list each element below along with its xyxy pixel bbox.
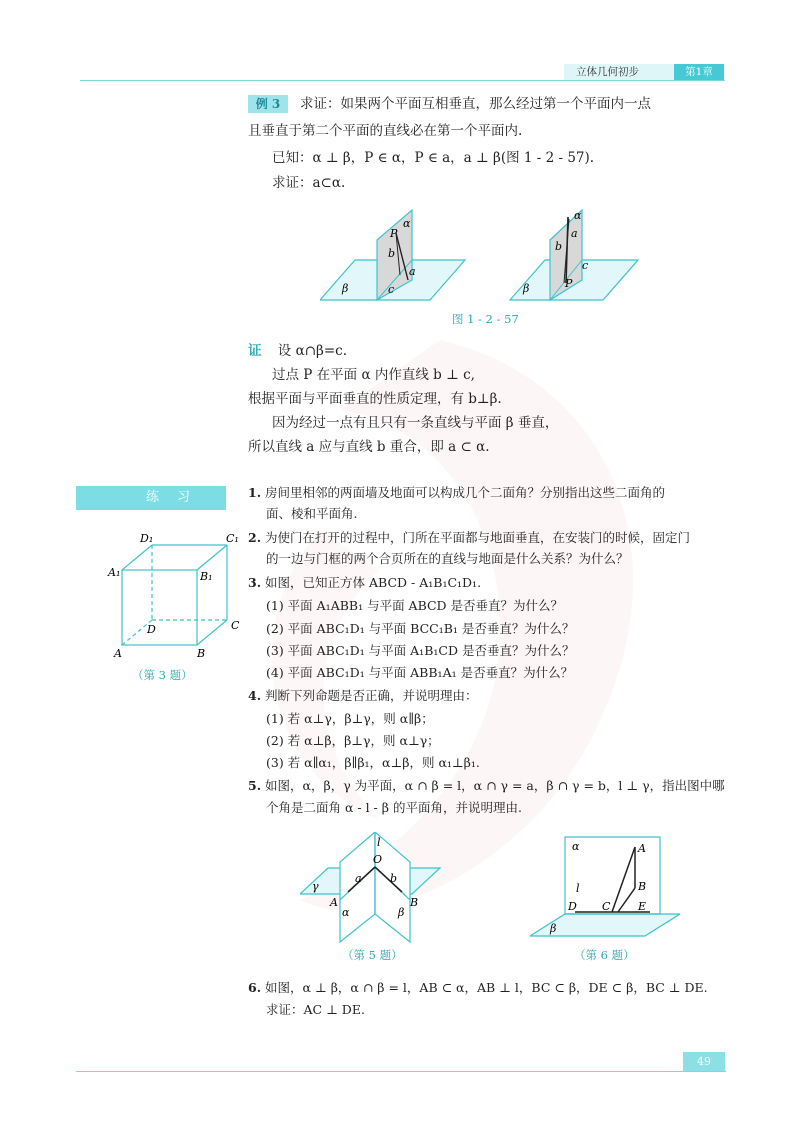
fig6-label-alpha: α [572,840,580,853]
exercise-3-sub-3: (3) 平面 ABC₁D₁ 与平面 A₁B₁CD 是否垂直？为什么？ [266,643,575,658]
fig5-label-a: a [355,872,362,885]
proof-line-3: 根据平面与平面垂直的性质定理，有 b⊥β. [248,391,502,407]
label-c-right: c [582,259,589,272]
fig6-label-l: l [576,882,580,895]
label-beta-right: β [523,282,530,295]
cube-label-D1: D₁ [140,532,154,545]
fig6-label-D: D [568,900,577,913]
exercise-5-line-2: 个角是二面角 α - l - β 的平面角，并说明理由. [266,800,522,815]
figure-1-2-57 [320,205,670,305]
label-alpha-left: α [403,217,411,230]
fig5-label-beta: β [398,906,405,919]
cube-label-B1: B₁ [200,570,213,583]
exercise-3-sub-2: (2) 平面 ABC₁D₁ 与平面 BCC₁B₁ 是否垂直？为什么？ [266,621,575,636]
proof-line-1: 证 设 α∩β=c. [248,343,347,359]
fig5-label-gamma: γ [312,880,319,893]
proof-tag: 证 [248,343,262,359]
header-chapter: 第1章 [674,64,724,80]
exercise-2: 2. 为使门在打开的过程中，门所在平面都与地面垂直，在安装门的时候，固定门 [248,530,691,545]
example-badge: 例 3 [248,95,288,113]
cube-label-C: C [231,619,240,632]
fig5-label-O: O [373,853,383,866]
cube-figure [100,530,250,665]
example-given: 已知：α ⊥ β，P ∈ α，P ∈ a，a ⊥ β(图 1 - 2 - 57). [272,150,595,166]
exercise-4-sub-3: (3) 若 α∥α₁，β∥β₁，α⊥β，则 α₁⊥β₁. [266,755,480,770]
cube-label-A1: A₁ [108,566,121,579]
example-prove: 求证：a⊂α. [272,175,346,191]
example-statement-1: 求证：如果两个平面互相垂直，那么经过第一个平面内一点 [300,96,651,112]
exercise-3-sub-1: (1) 平面 A₁ABB₁ 与平面 ABCD 是否垂直？为什么？ [266,598,564,613]
exercise-1: 1. 房间里相邻的两面墙及地面可以构成几个二面角？分别指出这些二面角的 [248,485,666,500]
proof-line-5: 所以直线 a 应与直线 b 重合，即 a ⊂ α. [248,439,490,455]
exercise-section-heading [76,486,226,510]
exercise-6-figure [530,832,680,940]
fig5-label-alpha: α [342,906,350,919]
running-header [564,64,724,80]
exercise-6-caption: （第 6 题） [574,948,635,962]
header-rule [80,80,725,81]
fig6-label-E: E [638,900,647,913]
fig6-label-A: A [638,842,646,855]
label-b-left: b [388,247,396,260]
label-beta-left: β [342,282,349,295]
cube-label-B: B [197,647,206,660]
fig5-label-l: l [377,836,381,849]
exercise-2-line-2: 的一边与门框的两个合页所在的直线与地面是什么关系？为什么？ [266,551,629,566]
label-c-left: c [388,283,395,296]
fig6-label-B: B [638,880,647,893]
exercise-6-line-2: 求证：AC ⊥ DE. [266,1002,365,1017]
fig6-label-beta: β [550,922,557,935]
header-title: 立体几何初步 [576,66,639,78]
cube-label-A: A [114,647,122,660]
fig5-label-A: A [330,896,338,909]
exercise-4-sub-2: (2) 若 α⊥β，β⊥γ，则 α⊥γ； [266,733,440,748]
exercise-3: 3. 如图，已知正方体 ABCD - A₁B₁C₁D₁. [248,575,482,590]
fig5-label-B: B [410,896,419,909]
exercise-1-line-2: 面、棱和平面角. [266,506,358,521]
exercise-4-sub-1: (1) 若 α⊥γ，β⊥γ，则 α∥β； [266,711,434,726]
label-P-right: P [565,277,573,290]
page-number: 49 [683,1052,725,1071]
exercise-4: 4. 判断下列命题是否正确，并说明理由： [248,688,478,703]
exercise-6: 6. 如图，α ⊥ β，α ∩ β = l，AB ⊂ α，AB ⊥ l，BC ⊂ β，DE ⊂ β，BC ⊥ DE. [248,980,708,995]
proof-line-2: 过点 P 在平面 α 内作直线 b ⊥ c, [272,367,475,383]
exercise-5: 5. 如图，α，β，γ 为平面，α ∩ β = l，α ∩ γ = a，β ∩ γ = b，l ⊥ γ，指出图中哪 [248,778,725,793]
proof-line-4: 因为经过一点有且只有一条直线与平面 β 垂直， [272,415,559,431]
exercise-section-title: 练习 [145,490,208,505]
exercise-5-caption: （第 5 题） [342,948,403,962]
fig6-label-C: C [602,900,611,913]
exercise-5-figure [300,832,450,944]
cube-label-C1: C₁ [226,532,239,545]
example-statement-2: 且垂直于第二个平面的直线必在第一个平面内. [248,123,523,139]
label-P-left: P [390,227,398,240]
figure-1-2-57-caption: 图 1 - 2 - 57 [452,312,519,326]
label-a-left: a [409,265,416,278]
exercise-3-sub-4: (4) 平面 ABC₁D₁ 与平面 ABB₁A₁ 是否垂直？为什么？ [266,665,574,680]
fig-right-diagram [510,209,638,300]
label-alpha-right: α [574,209,582,222]
cube-label-D: D [147,623,156,636]
footer-rule [76,1071,726,1072]
label-b-right: b [555,240,563,253]
fig-left-diagram [320,210,465,300]
label-a-right: a [571,227,578,240]
fig5-label-b: b [390,872,398,885]
cube-caption: （第 3 题） [132,668,193,682]
